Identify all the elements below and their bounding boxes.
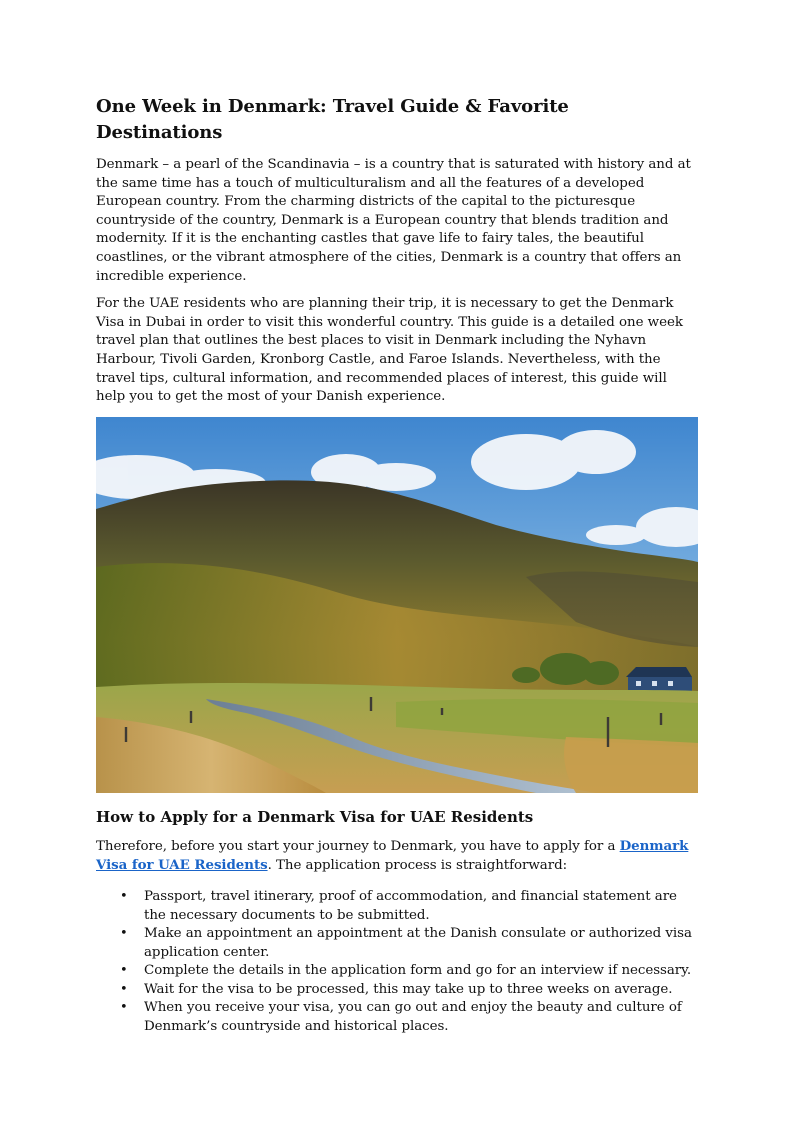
list-item [120, 981, 698, 1000]
list-item-text: Complete the details in the application form and go for an interview if necessary. [144, 963, 692, 979]
list-item-text: Make an appointment an appointment at the Danish consulate or authorized visa application center. [144, 926, 692, 960]
intro-paragraph-2: For the UAE residents who are planning their trip, it is necessary to get the Denmark Visa in Dubai in order to visit this wonderful country. This guide is a detailed one week travel plan that outlines the best places to visit in Denmark including the Nyhavn Harbour, Tivoli Garden, Kronborg Castle, and Faroe Islands. Nevertheless, with the travel tips, cultural information, and recommended places of interest, this guide will help you to get the most of your Danish experience. [96, 296, 683, 405]
visa-intro-paragraph [96, 837, 698, 876]
visa-intro-text-end: . The application process is straightforward: [267, 858, 568, 874]
intro-paragraph-1: Denmark – a pearl of the Scandinavia – is a country that is saturated with history and at the same time has a touch of multiculturalism and all the features of a developed European country. From the charming districts of the capital to the picturesque countryside of the country, Denmark is a European country that blends tradition and modernity. If it is the enchanting castles that gave life to fairy tales, the beautiful coastlines, or the vibrant atmosphere of the cities, Denmark is a country that offers an incredible experience. [96, 157, 691, 284]
landscape-photo [96, 417, 698, 793]
bullet-icon: • [120, 981, 128, 997]
bullet-icon: • [120, 888, 128, 904]
list-item [120, 999, 698, 1036]
list-item [120, 925, 698, 962]
list-item [120, 888, 698, 925]
house-shape [626, 667, 692, 693]
denmark-visa-link[interactable]: Denmark Visa for UAE Residents [96, 837, 689, 874]
list-item-text: Passport, travel itinerary, proof of accommodation, and financial statement are the necessary documents to be submitted. [144, 888, 677, 923]
document-page [96, 94, 698, 1037]
visa-intro-text: Therefore, before you start your journey to Denmark, you have to apply for a [96, 838, 620, 854]
bullet-icon: • [120, 1000, 128, 1016]
bullet-icon: • [120, 926, 128, 942]
list-item-text: When you receive your visa, you can go out and enjoy the beauty and culture of Denmark’s countryside and historical places. [144, 1000, 682, 1035]
visa-section-heading: How to Apply for a Denmark Visa for UAE Residents [96, 807, 534, 826]
list-item [120, 962, 698, 981]
list-item-text: Wait for the visa to be processed, this may take up to three weeks on average. [144, 981, 673, 997]
bullet-icon: • [120, 963, 128, 979]
article-title: One Week in Denmark: Travel Guide & Favorite Destinations [96, 96, 569, 143]
visa-steps-list [96, 888, 698, 1037]
